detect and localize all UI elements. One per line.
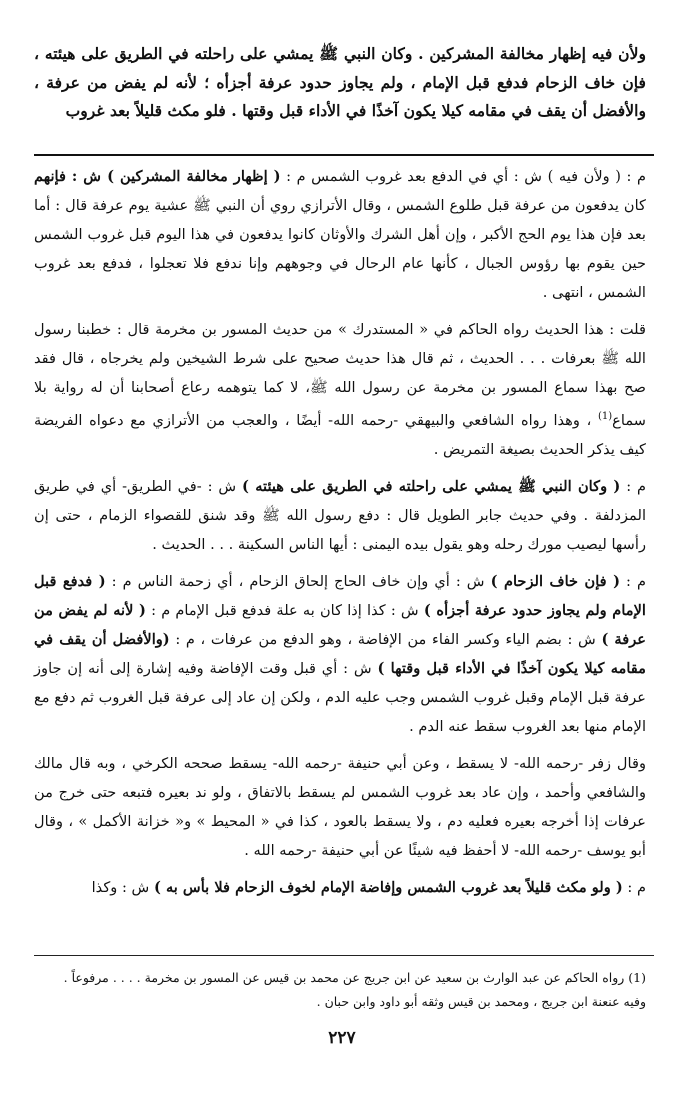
sharh-text: قلت : هذا الحديث رواه الحاكم في « المستدرك » من حديث المسور بن مخرمة قال : خطبنا رسول الله ﷺ بعرفات . . . الحديث ، ثم قال هذا حديث صحيح على شرط الشيخين ولم يخرجاه ، قال فقد صح بهذا سماع المسور بن مخرمة عن رسول الله ﷺ، لا كما يتوهمه رعاع أصحابنا أن له رواية بلا سماع: [34, 321, 646, 429]
footnote-1-continued: وفيه عنعنة ابن جريج ، ومحمد بن قيس وثقه أبو داود وابن حبان .: [316, 994, 646, 1009]
sharh-text: ، وهذا رواه الشافعي والبيهقي -رحمه الله- أيضًا ، والعجب من الأترازي مع دعواه الفريضة كيف يذكر الحديث بصيغة التمريض .: [34, 411, 646, 458]
matn-quote: ( ولو مكث قليلاً بعد غروب الشمس وإفاضة الإمام لخوف الزحام فلا بأس به ): [153, 878, 623, 896]
sharh-paragraph-1: [34, 162, 646, 307]
matn-quote: ( لأنه لم يفض من عرفة ): [34, 601, 646, 648]
sharh-paragraph-5: وقال زفر -رحمه الله- لا يسقط ، وعن أبي حنيفة -رحمه الله- يسقط صححه الكرخي ، وبه قال مالك والشافعي وأحمد ، وإن عاد بعد غروب الشمس لم يسقط بالاتفاق ، ولو ند بعيره فتبعه حتى خرج من عرفات إذا أخرجه بعيره فعليه دم ، ولا يسقط بالعود ، كذا في « المحيط » و« خزانة الأكمل » ، وقال أبو يوسف -رحمه الله- لا أحفظ فيه شيئًا عن أبي حنيفة -رحمه الله .: [34, 754, 646, 859]
sharh-text: ش : كذا إذا كان به علة فدفع قبل الإمام م :: [145, 601, 424, 619]
sharh-text: م : ( ولأن فيه ) ش : أي في الدفع بعد غروب الشمس م :: [280, 168, 646, 185]
footnote-1: (1) رواه الحاكم عن عبد الوارث بن سعيد عن ابن جريج عن محمد بن قيس عن المسور بن مخرمة . . . . مرفوعاً .: [63, 970, 646, 985]
matn-quote: ( إظهار مخالفة المشركين ) ش : فإنهم: [34, 168, 281, 185]
matn-quote: ( فدفع قبل الإمام ولم يجاوز حدود عرفة أجزأه ): [34, 572, 646, 619]
sharh-paragraph-6: [34, 873, 646, 902]
matn-text: ولأن فيه إظهار مخالفة المشركين . وكان النبي ﷺ يمشي على راحلته في الطريق على هيئته ، فإن خاف الزحام فدفع قبل الإمام ، ولم يجاوز حدود عرفة أجزأه ؛ لأنه لم يفض من عرفة ، والأفضل أن يقف في مقامه كيلا يكون آخذًا في الأداء قبل وقتها . فلو مكث قليلاً بعد غروب: [34, 44, 646, 120]
footnote-divider: [34, 955, 654, 956]
matn-quote: ( فإن خاف الزحام ): [490, 572, 621, 590]
sharh-text: ش : وكذا: [91, 878, 154, 896]
matn-divider: [34, 154, 654, 156]
sharh-text: ش : أي قبل وقت الإفاضة وفيه إشارة إلى أنه إن جاوز عرفة قبل الإمام وقبل غروب الشمس وجب عليه الدم ، ولكن إن عاد إلى عرفة قبل الغروب ثم دفع مع الإمام منها بعد الغروب سقط عنه الدم .: [34, 659, 646, 735]
sharh-text: م :: [622, 878, 646, 896]
sharh-paragraph-2: [34, 315, 646, 464]
page-number: ٢٢٧: [328, 1028, 356, 1048]
sharh-paragraph-4: [34, 567, 646, 741]
matn-quote: ( وكان النبي ﷺ يمشي على راحلته في الطريق على هيئته ): [242, 477, 621, 495]
footnotes: [34, 966, 646, 1014]
matn-quote: (والأفضل أن يقف في مقامه كيلا يكون آخذًا في الأداء قبل وقتها ): [34, 630, 646, 677]
footnote-reference[interactable]: (1): [597, 411, 613, 422]
sharh-text: م :: [620, 477, 647, 495]
sharh-commentary: [34, 162, 646, 910]
sharh-text: ش : أي وإن خاف الحاج إلحاق الزحام ، أي زحمة الناس م :: [105, 572, 491, 590]
sharh-text: ش : بضم الياء وكسر الفاء من الإفاضة ، وهو الدفع من عرفات ، م :: [169, 630, 602, 648]
sharh-text: م :: [620, 572, 646, 590]
sharh-text: كان يدفعون من عرفة قبل طلوع الشمس ، وقال الأترازي روي أن النبي ﷺ عشية يوم عرفة قال : أما بعد فإن هذا يوم الحج الأكبر ، وإن أهل الشرك والأوثان كانوا يدفعون في هذا اليوم قبل غروب الشمس حين يقوم بها رؤوس الجبال ، كأنها عام الرحال في وجوههم وإنا ندفع فلا تعجلوا ، فدفع بعد غروب الشمس ، انتهى .: [34, 197, 646, 301]
sharh-text: ش : -في الطريق- أي في طريق المزدلفة . وفي حديث جابر الطويل قال : دفع رسول الله ﷺ وقد شنق للقصواء الزمام ، حتى إن رأسها ليصيب مورك رحله وهو يقول بيده اليمنى : أيها الناس السكينة . . . الحديث .: [34, 477, 646, 553]
sharh-paragraph-3: [34, 472, 646, 559]
